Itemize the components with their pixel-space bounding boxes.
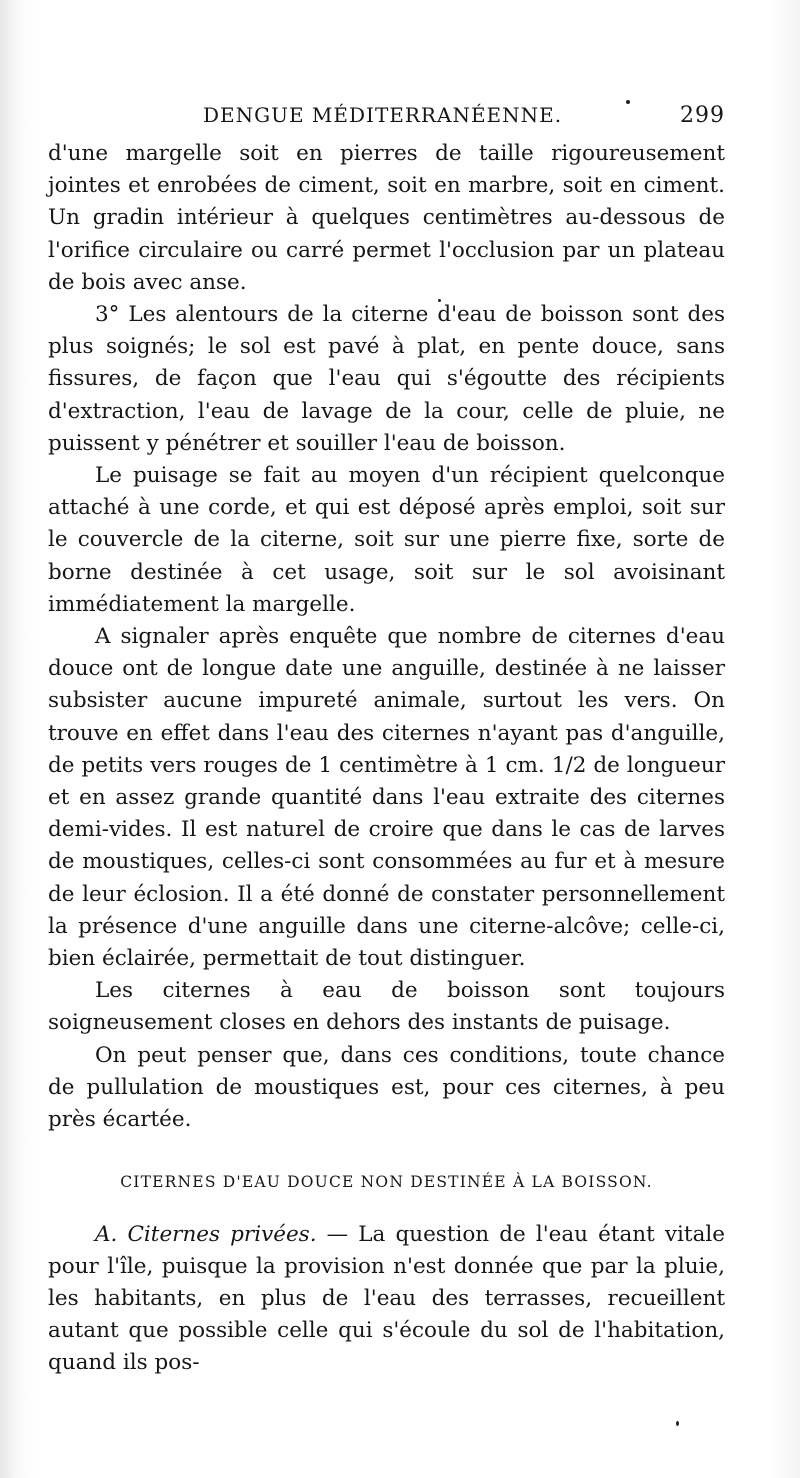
paragraph-drawing-water: Le puisage se fait au moyen d'un récipient quelconque attaché à une corde, et qui est déposé après emploi, soit sur le couvercle de la citerne, soit sur une pierre fixe, sorte de borne destinée à cet usage, soit sur le sol avoisinant immédiatement la margelle. [48, 463, 725, 617]
paragraph-eel: A signaler après enquête que nombre de citernes d'eau douce ont de longue date une anguille, destinée à ne laisser subsister aucune impureté animale, surtout les vers. On trouve en effet dans l'eau des citernes n'ayant pas d'anguille, de petits vers rouges de 1 centimètre à 1 cm. 1/2 de longueur et en assez grande quantité dans l'eau extraite des citernes demi-vides. Il est naturel de croire que dans le cas de larves de moustiques, celles-ci sont consommées au fur et à mesure de leur éclosion. Il a été donné de constater personnellement la présence d'une anguille dans une citerne-alcôve; celle-ci, bien éclairée, permettait de tout distinguer. [48, 624, 725, 972]
paragraph-private-cisterns [48, 1219, 725, 1380]
body-text [48, 138, 725, 1380]
section-subheading: CITERNES D'EAU DOUCE NON DESTINÉE À LA BOISSON. [120, 1173, 653, 1192]
ink-speck [676, 1421, 679, 1426]
paragraph-conclusion: On peut penser que, dans ces conditions, toute chance de pullulation de moustiques est, pour ces citernes, à peu près écartée. [48, 1042, 725, 1133]
page-header [95, 103, 725, 135]
paragraph-surroundings: 3° Les alentours de la citerne d'eau de boisson sont des plus soignés; le sol est pavé à plat, en pente douce, sans fissures, de façon que l'eau qui s'égoutte des récipients d'extraction, l'eau de lavage de la cour, celle de pluie, ne puissent y pénétrer et souiller l'eau de boisson. [48, 302, 725, 456]
ink-speck [626, 100, 630, 104]
ink-speck [438, 299, 441, 302]
running-title: DENGUE MÉDITERRANÉENNE. [203, 103, 563, 127]
paragraph-closed-cisterns: Les citernes à eau de boisson sont toujours soigneusement closes en dehors des instants de puisage. [48, 978, 725, 1036]
section-a-label: A. Citernes privées. [95, 1221, 317, 1247]
paragraph-continued: d'une margelle soit en pierres de taille rigoureusement jointes et enrobées de ciment, soit en marbre, soit en ciment. Un gradin intérieur à quelques centimètres au-dessous de l'orifice circulaire ou carré permet l'occlusion par un plateau de bois avec anse. [48, 141, 725, 295]
section-a-text: — La question de l'eau étant vitale pour l'île, puisque la provision n'est donnée que par la pluie, les habitants, en plus de l'eau des terrasses, recueillent autant que possible celle qui s'écoule du sol de l'habitation, quand ils pos- [48, 1221, 725, 1376]
page-number: 299 [680, 103, 725, 128]
